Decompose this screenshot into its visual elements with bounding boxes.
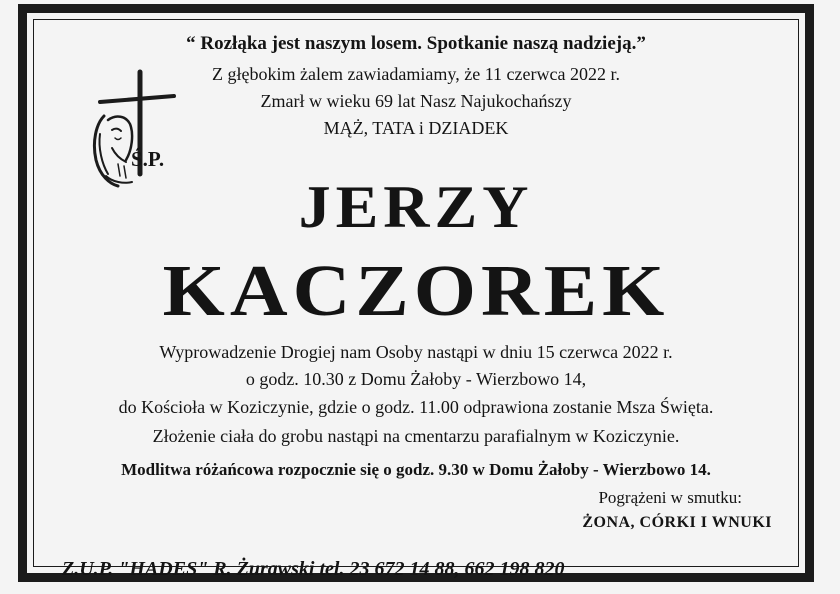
announcement-line: Z głębokim żalem zawiadamiamy, że 11 czerwca 2022 r. xyxy=(212,64,620,84)
obituary-frame xyxy=(18,4,814,582)
announcement-line: MĄŻ, TATA i DZIADEK xyxy=(323,118,509,138)
deceased-last-name: KACZOREK xyxy=(162,250,670,332)
funeral-detail-line: Wyprowadzenie Drogiej nam Osoby nastąpi w dniu 15 czerwca 2022 r. xyxy=(159,342,673,362)
funeral-detail-line: do Kościoła w Koziczynie, gdzie o godz. 11.00 odprawiona zostanie Msza Święta. xyxy=(118,397,714,417)
funeral-detail-line: Złożenie ciała do grobu nastąpi na cmentarzu parafialnym w Koziczynie. xyxy=(152,426,680,446)
sp-label: Ś.P. xyxy=(131,147,165,171)
funeral-home-footer: Z.U.P. "HADES" R. Żurawski tel. 23 672 14 88, 662 198 820 xyxy=(62,558,565,580)
signature-intro: Pogrążeni w smutku: xyxy=(598,488,742,507)
quote: “ Rozłąka jest naszym losem. Spotkanie naszą nadzieją.” xyxy=(186,33,646,54)
announcement-line: Zmarł w wieku 69 lat Nasz Najukochańszy xyxy=(260,91,572,111)
obituary-inner-border xyxy=(33,19,799,580)
deceased-first-name: JERZY xyxy=(298,172,534,241)
signature-family: ŻONA, CÓRKI I WNUKI xyxy=(582,514,772,531)
prayer-notice: Modlitwa różańcowa rozpocznie się o godz. 9.30 w Domu Żałoby - Wierzbowo 14. xyxy=(121,460,711,479)
funeral-detail-line: o godz. 10.30 z Domu Żałoby - Wierzbowo 14, xyxy=(245,369,587,389)
